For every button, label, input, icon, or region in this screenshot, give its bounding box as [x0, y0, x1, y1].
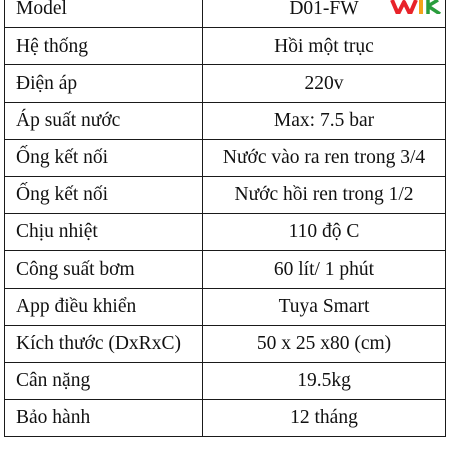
table-row	[5, 362, 446, 399]
logo-graphic	[388, 0, 444, 14]
spec-label-cell: Áp suất nước	[5, 102, 203, 139]
spec-value-cell: D01-FW	[203, 0, 446, 28]
spec-label-cell: Ống kết nối	[5, 139, 203, 176]
spec-label-cell: Bảo hành	[5, 400, 203, 437]
spec-label-cell: Hệ thống	[5, 28, 203, 65]
spec-value-cell: 19.5kg	[203, 362, 446, 399]
spec-value-cell: Max: 7.5 bar	[203, 102, 446, 139]
spec-value-cell: 220v	[203, 65, 446, 102]
spec-table	[4, 0, 446, 437]
brand-logo-fragment	[388, 0, 444, 14]
table-row	[5, 400, 446, 437]
table-row	[5, 0, 446, 28]
spec-label-cell: App điều khiển	[5, 288, 203, 325]
spec-label-cell: Điện áp	[5, 65, 203, 102]
spec-value-cell: 60 lít/ 1 phút	[203, 251, 446, 288]
spec-value-cell: 12 tháng	[203, 400, 446, 437]
spec-label-cell: Công suất bơm	[5, 251, 203, 288]
spec-label-cell: Cân nặng	[5, 362, 203, 399]
spec-value-cell: Nước vào ra ren trong 3/4	[203, 139, 446, 176]
spec-value-cell: Tuya Smart	[203, 288, 446, 325]
table-row	[5, 288, 446, 325]
table-row	[5, 28, 446, 65]
spec-value-cell: Hồi một trục	[203, 28, 446, 65]
logo-stroke-red	[392, 0, 416, 14]
table-row	[5, 214, 446, 251]
table-row	[5, 325, 446, 362]
spec-label-cell: Model	[5, 0, 203, 28]
table-row	[5, 251, 446, 288]
spec-label-cell: Kích thước (DxRxC)	[5, 325, 203, 362]
spec-value-cell: Nước hồi ren trong 1/2	[203, 176, 446, 213]
table-row	[5, 139, 446, 176]
logo-stroke-green	[428, 0, 440, 14]
table-row	[5, 102, 446, 139]
spec-value-cell: 50 x 25 x80 (cm)	[203, 325, 446, 362]
table-row	[5, 176, 446, 213]
table-row	[5, 65, 446, 102]
spec-label-cell: Chịu nhiệt	[5, 214, 203, 251]
spec-value-cell: 110 độ C	[203, 214, 446, 251]
spec-label-cell: Ống kết nối	[5, 176, 203, 213]
